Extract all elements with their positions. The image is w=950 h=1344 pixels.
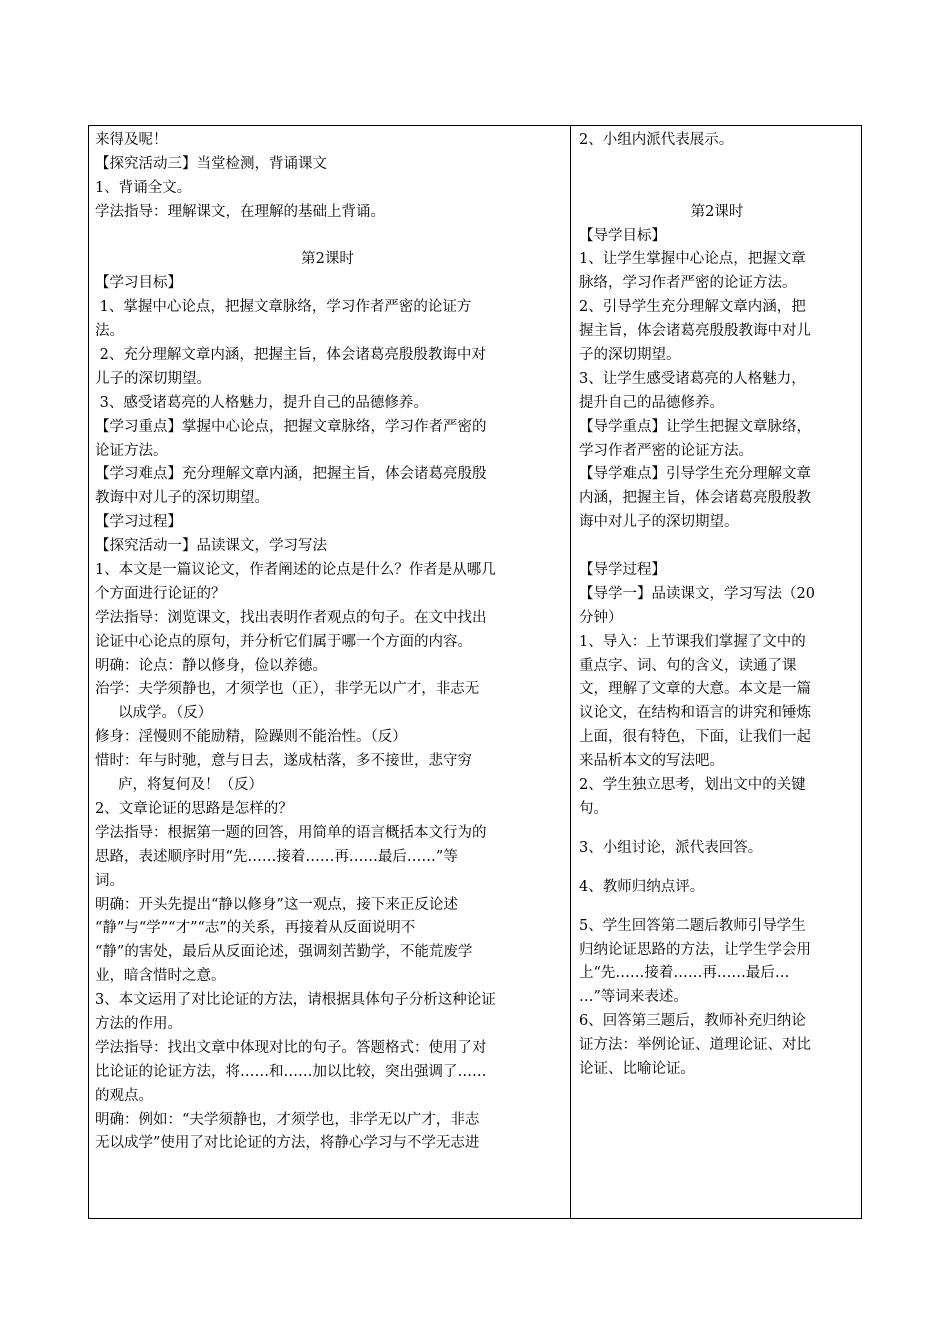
right-text-line: 内涵，把握主旨，体会诸葛亮殷殷教 <box>579 490 811 507</box>
left-text-line: 【学习难点】充分理解文章内涵，把握主旨，体会诸葛亮殷殷 <box>95 466 487 483</box>
left-text-line: 词。 <box>95 872 124 889</box>
left-text-line: 1、背诵全文。 <box>95 179 192 196</box>
blank-line <box>95 225 560 249</box>
right-text-line: 【导学目标】 <box>579 227 666 244</box>
left-text-line: 惜时：年与时驰，意与日去，遂成枯落，多不接世，悲守穷 <box>95 753 472 770</box>
left-text-line: 学法指导：找出文章中体现对比的句子。答题格式：使用了对 <box>95 1039 487 1056</box>
left-text-line: 【探究活动三】当堂检测，背诵课文 <box>95 155 327 172</box>
right-text-line: 3、让学生感受诸葛亮的人格魅力， <box>579 370 806 387</box>
left-text-line: 1、掌握中心论点，把握文章脉络，学习作者严密的论证方 <box>95 299 472 316</box>
left-text-line: 治学：夫学须静也，才须学也（正），非学无以广才，非志无 <box>95 681 480 698</box>
left-text-line: 个方面进行论证的？ <box>95 585 226 602</box>
right-text-line: 文，理解了文章的大意。本文是一篇 <box>579 681 811 698</box>
left-text-line: 【学习目标】 <box>95 275 182 292</box>
left-text-line: 教诲中对儿子的深切期望。 <box>95 490 269 507</box>
left-text-line: 明确：例如：“夫学须静也，才须学也，非学无以广才，非志 <box>95 1111 480 1128</box>
right-text-line: 提升自己的品德修养。 <box>579 394 724 411</box>
right-text-line: 分钟） <box>579 609 623 626</box>
right-text-line: 归纳论证思路的方法，让学生学会用 <box>579 941 811 958</box>
right-text-line: 证方法：举例论证、道理论证、对比 <box>579 1037 811 1054</box>
right-text-line: …”等词来表述。 <box>579 989 688 1006</box>
spacer <box>579 861 855 876</box>
blank-line <box>579 177 855 201</box>
left-text-line: 论证中心论点的原句，并分析它们属于哪一个方面的内容。 <box>95 633 472 650</box>
left-text-line: 1、本文是一篇议论文，作者阐述的论点是什么？作者是从哪几 <box>95 562 496 579</box>
lesson-plan-table <box>88 125 862 1219</box>
right-text-line: 上面，很有特色，下面，让我们一起 <box>579 729 811 746</box>
right-text-line: 【导学难点】引导学生充分理解文章 <box>579 466 811 483</box>
right-text-line: 上“先……接着……再……最后… <box>579 965 790 982</box>
spacer <box>579 822 855 837</box>
right-text-line: 4、教师归纳点评。 <box>579 878 705 895</box>
spacer <box>579 900 855 915</box>
left-text-line: 修身：淫慢则不能励精，险躁则不能治性。（反） <box>95 729 407 746</box>
right-text-line: 2、引导学生充分理解文章内涵，把 <box>579 299 806 316</box>
right-text-line: 握主旨，体会诸葛亮殷殷教诲中对儿 <box>579 323 811 340</box>
left-text-line: 学法指导：理解课文，在理解的基础上背诵。 <box>95 203 385 220</box>
blank-line <box>579 153 855 177</box>
left-text-line: 来得及呢！ <box>95 132 168 148</box>
right-text-line: 【导学过程】 <box>579 562 666 579</box>
right-text-line: 句。 <box>579 800 608 817</box>
left-text-line: 儿子的深切期望。 <box>95 370 211 387</box>
right-text-line: 1、让学生掌握中心论点，把握文章 <box>579 251 806 268</box>
left-text-line: 3、本文运用了对比论证的方法，请根据具体句子分析这种论证 <box>95 992 496 1009</box>
right-text-line: 重点字、词、句的含义，读通了课 <box>579 657 797 674</box>
left-text-line: 3、感受诸葛亮的人格魅力，提升自己的品德修养。 <box>95 394 428 411</box>
right-text-line: 5、学生回答第二题后教师引导学生 <box>579 917 806 934</box>
left-text-line: 无以成学”使用了对比论证的方法，将静心学习与不学无志进 <box>95 1135 480 1152</box>
right-text-line: 脉络，学习作者严密的论证方法。 <box>579 275 797 292</box>
left-text-line: 法。 <box>95 323 124 340</box>
blank-line <box>579 535 855 559</box>
right-text-line: 3、小组讨论，派代表回答。 <box>579 839 763 856</box>
right-text-line: 6、回答第三题后，教师补充归纳论 <box>579 1013 806 1030</box>
left-text-line: 学法指导：根据第一题的回答，用简单的语言概括本文行为的 <box>95 824 487 841</box>
left-text-line: 【探究活动一】品读课文，学习写法 <box>95 538 327 555</box>
student-study-column <box>89 126 571 1218</box>
left-text-line: 学法指导：浏览课文，找出表明作者观点的句子。在文中找出 <box>95 609 487 626</box>
right-section-heading: 第2课时 <box>690 203 744 220</box>
left-text-line: 以成学。（反） <box>95 705 213 722</box>
left-text-line: 比论证的论证方法，将……和……加以比较，突出强调了…… <box>95 1063 487 1080</box>
left-text-line: 思路，表述顺序时用“先……接着……再……最后……”等 <box>95 848 458 865</box>
left-text-line: 明确：开头先提出“静以修身”这一观点，接下来正反论述 <box>95 896 458 913</box>
left-text-line: 业，暗含惜时之意。 <box>95 968 226 985</box>
right-text-line: 1、导入：上节课我们掌握了文中的 <box>579 633 806 650</box>
right-text-line: 【导学一】品读课文，学习写法（20 <box>579 585 815 602</box>
left-text-line: 庐，将复何及！（反） <box>95 777 264 794</box>
right-text-line: 2、小组内派代表展示。 <box>579 132 734 148</box>
left-text-line: 2、充分理解文章内涵，把握主旨，体会诸葛亮殷殷教诲中对 <box>95 347 486 364</box>
right-text-line: 2、学生独立思考，划出文中的关键 <box>579 777 806 794</box>
left-text-line: 的观点。 <box>95 1087 153 1104</box>
right-text-line: 议论文，在结构和语言的讲究和锤炼 <box>579 705 811 722</box>
left-text-line: 2、文章论证的思路是怎样的？ <box>95 800 293 817</box>
left-section-heading: 第2课时 <box>301 251 354 268</box>
right-text-line: 诲中对儿子的深切期望。 <box>579 514 739 531</box>
right-text-line: 来品析本文的写法吧。 <box>579 753 724 770</box>
left-text-line: 论证方法。 <box>95 442 168 459</box>
left-text-line: “静”的害处，最后从反面论述，强调刻苦勤学，不能荒废学 <box>95 944 473 961</box>
right-text-line: 学习作者严密的论证方法。 <box>579 442 753 459</box>
left-text-line: 明确：论点：静以修身，俭以养德。 <box>95 657 327 674</box>
right-text-line: 论证、比喻论证。 <box>579 1060 695 1077</box>
right-text-line: 子的深切期望。 <box>579 347 681 364</box>
left-text-line: 方法的作用。 <box>95 1015 182 1032</box>
left-text-line: 【学习重点】掌握中心论点，把握文章脉络，学习作者严密的 <box>95 418 487 435</box>
left-text-line: “静”与“学”“才”“志”的关系，再接着从反面说明不 <box>95 920 416 937</box>
left-text-line: 【学习过程】 <box>95 514 182 531</box>
right-text-line: 【导学重点】让学生把握文章脉络， <box>579 418 811 435</box>
teacher-guide-column <box>571 126 861 1218</box>
